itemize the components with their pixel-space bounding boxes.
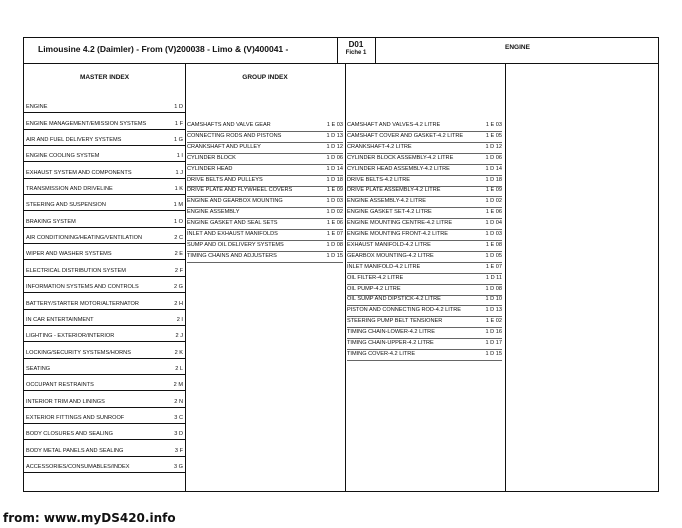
master-index-label: BATTERY/STARTER MOTOR/ALTERNATOR (26, 300, 139, 307)
entry-underline (187, 262, 343, 263)
group-entry[interactable] (187, 177, 343, 187)
sub-group-entry-label: ENGINE GASKET SET-4.2 LITRE (347, 209, 432, 216)
master-index-item[interactable] (24, 457, 185, 473)
master-index-item[interactable] (24, 130, 185, 146)
sub-group-entry[interactable] (347, 187, 502, 197)
sub-group-entry[interactable] (347, 209, 502, 219)
group-entry-code: 1 D 08 (326, 241, 343, 248)
entry-underline (347, 240, 502, 241)
master-index-label: SEATING (26, 365, 51, 372)
master-index-label: LIGHTING - EXTERIOR/INTERIOR (26, 333, 115, 340)
header-divider (24, 63, 658, 64)
sub-group-entry[interactable] (347, 264, 502, 274)
entry-underline (187, 153, 343, 154)
group-entry-code: 1 D 14 (326, 165, 343, 172)
group-entry-code: 1 D 15 (326, 252, 343, 259)
master-index-code: 1 G (173, 137, 183, 144)
group-entry-label: ENGINE GASKET AND SEAL SETS (187, 220, 278, 227)
master-index-item[interactable] (24, 391, 185, 407)
group-entry-code: 1 E 07 (326, 231, 343, 237)
sub-group-entry-label: CYLINDER BLOCK ASSEMBLY-4.2 LITRE (347, 154, 454, 161)
group-entry-label: ENGINE AND GEARBOX MOUNTING (187, 198, 283, 205)
header-divider-v1 (337, 38, 338, 63)
sub-group-entry-label: TIMING CHAIN-LOWER-4.2 LITRE (347, 329, 435, 336)
sub-group-entry-label: INLET MANIFOLD-4.2 LITRE (347, 263, 421, 270)
group-entry-code: 1 D 18 (326, 176, 343, 183)
group-entry-code: 1 D 02 (326, 209, 343, 216)
sub-group-entry-label: CRANKSHAFT-4.2 LITRE (347, 143, 412, 150)
master-index-label: ENGINE (26, 104, 48, 111)
group-entry[interactable] (187, 220, 343, 230)
master-index-item[interactable] (24, 342, 185, 358)
sub-group-entry[interactable] (347, 275, 502, 285)
master-index-label: EXTERIOR FITTINGS AND SUNROOF (26, 414, 125, 421)
group-entry[interactable] (187, 166, 343, 176)
sub-group-entry[interactable] (347, 177, 502, 187)
master-index-item[interactable] (24, 244, 185, 260)
sub-group-entry-code: 1 E 09 (485, 187, 502, 194)
entry-underline (347, 262, 502, 263)
master-index-item[interactable] (24, 359, 185, 375)
master-index-code: 2 K (174, 349, 183, 356)
group-entry[interactable] (187, 231, 343, 241)
column-divider-1 (185, 63, 186, 491)
master-index-code: 1 J (175, 169, 183, 176)
master-index-label: ENGINE MANAGEMENT/EMISSION SYSTEMS (26, 120, 147, 127)
source-footer: from: www.myDS420.info (3, 511, 176, 525)
sub-group-entry-label: DRIVE PLATE ASSEMBLY-4.2 LITRE (347, 187, 441, 194)
entry-underline (187, 142, 343, 143)
section-title: ENGINE (505, 44, 530, 51)
sub-group-entry[interactable] (347, 122, 502, 132)
master-index-label: ELECTRICAL DISTRIBUTION SYSTEM (26, 267, 126, 274)
master-index-code: 1 M (173, 202, 183, 209)
group-index-heading: GROUP INDEX (242, 74, 288, 81)
group-entry[interactable] (187, 209, 343, 219)
sub-group-entry[interactable] (347, 253, 502, 263)
entry-underline (187, 196, 343, 197)
entry-underline (187, 218, 343, 219)
entry-underline (347, 295, 502, 296)
entry-underline (347, 175, 502, 176)
master-index-code: 2 M (173, 382, 183, 389)
sub-group-entry-code: 1 D 17 (485, 340, 502, 346)
sub-group-entry-code: 1 D 18 (485, 176, 502, 183)
group-entry-label: CONNECTING RODS AND PISTONS (187, 132, 282, 139)
sub-group-entry-code: 1 D 10 (485, 296, 502, 303)
entry-underline (347, 186, 502, 187)
sub-group-entry-code: 1 D 06 (485, 154, 502, 161)
master-index-code: 2 N (174, 398, 183, 405)
master-index-code: 1 I (176, 153, 183, 160)
fiche-code (337, 40, 375, 58)
master-index-code: 1 K (174, 186, 183, 193)
entry-underline (347, 360, 502, 361)
sub-group-entry[interactable] (347, 296, 502, 306)
master-index-code: 2 L (175, 365, 183, 372)
entry-underline (347, 327, 502, 328)
group-entry-code: 1 D 06 (326, 154, 343, 161)
master-index-item[interactable] (24, 97, 185, 113)
entry-underline (347, 164, 502, 165)
sub-group-entry[interactable] (347, 307, 502, 317)
master-index-item[interactable] (24, 424, 185, 440)
master-index-code: 2 I (176, 316, 183, 323)
master-index-item[interactable] (24, 293, 185, 309)
master-index-label: IN CAR ENTERTAINMENT (26, 316, 94, 323)
sub-group-entry-code: 1 D 12 (485, 143, 502, 150)
group-entry[interactable] (187, 144, 343, 154)
sub-group-entry-label: PISTON AND CONNECTING ROD-4.2 LITRE (347, 307, 461, 314)
group-entry-label: ENGINE ASSEMBLY (187, 209, 240, 216)
sub-group-entry-label: OIL FILTER-4.2 LITRE (347, 274, 404, 281)
sub-group-entry[interactable] (347, 155, 502, 165)
master-index-item[interactable] (24, 179, 185, 195)
master-index-item[interactable] (24, 228, 185, 244)
group-entry-code: 1 D 13 (326, 132, 343, 139)
fiche-code-main: D01 (348, 40, 364, 49)
master-index-label: BRAKING SYSTEM (26, 218, 76, 225)
master-index-code: 2 H (174, 300, 183, 307)
master-index-label: WIPER AND WASHER SYSTEMS (26, 251, 112, 258)
master-index-item[interactable] (24, 375, 185, 391)
master-index-item[interactable] (24, 277, 185, 293)
entry-underline (347, 338, 502, 339)
master-index-item[interactable] (24, 195, 185, 211)
master-index-code: 1 D (174, 104, 183, 111)
sub-group-entry-code: 1 E 03 (485, 122, 502, 128)
sub-group-entry-label: ENGINE ASSEMBLY-4.2 LITRE (347, 198, 426, 205)
group-entry-code: 1 E 09 (326, 187, 343, 194)
sub-group-entry-code: 1 D 14 (485, 165, 502, 172)
master-index-label: BODY METAL PANELS AND SEALING (26, 447, 124, 454)
master-index-item[interactable] (24, 326, 185, 342)
master-index-code: 2 J (175, 333, 183, 340)
entry-underline (347, 349, 502, 350)
column-divider-2 (345, 63, 346, 491)
entry-underline (347, 153, 502, 154)
sub-group-entry-label: CAMSHAFT AND VALVES-4.2 LITRE (347, 122, 441, 128)
group-entry-label: CAMSHAFTS AND VALVE GEAR (187, 122, 271, 128)
master-index-label: ENGINE COOLING SYSTEM (26, 153, 100, 160)
entry-underline (187, 175, 343, 176)
sub-group-entry-code: 1 D 16 (485, 329, 502, 336)
master-index-code: 3 F (174, 447, 183, 454)
sub-group-entry[interactable] (347, 351, 502, 361)
sub-group-entry-label: TIMING CHAIN-UPPER-4.2 LITRE (347, 340, 434, 346)
group-entry-code: 1 D 12 (326, 143, 343, 150)
master-index-item[interactable] (24, 146, 185, 162)
entry-underline (347, 131, 502, 132)
master-index-code: 2 G (173, 284, 183, 291)
master-index-label: BODY CLOSURES AND SEALING (26, 431, 113, 438)
sub-group-entry[interactable] (347, 242, 502, 252)
sub-group-entry[interactable] (347, 144, 502, 154)
master-index-label: LOCKING/SECURITY SYSTEMS/HORNS (26, 349, 131, 356)
master-index-code: 1 F (174, 120, 183, 127)
sub-group-entry-code: 1 D 03 (485, 231, 502, 237)
master-index-code: 2 F (174, 267, 183, 274)
group-entry-label: CYLINDER HEAD (187, 165, 233, 172)
sub-group-entry-code: 1 D 02 (485, 198, 502, 205)
master-index-item[interactable] (24, 408, 185, 424)
sub-group-entry-label: STEERING PUMP BELT TENSIONER (347, 318, 443, 325)
group-entry[interactable] (187, 155, 343, 165)
master-index-item[interactable] (24, 261, 185, 277)
master-index-label: AIR AND FUEL DELIVERY SYSTEMS (26, 137, 122, 144)
master-index-code: 3 G (173, 464, 183, 471)
sub-group-entry-code: 1 E 08 (485, 241, 502, 248)
master-index-label: TRANSMISSION AND DRIVELINE (26, 186, 113, 193)
group-entry[interactable] (187, 133, 343, 143)
master-index-item[interactable] (24, 310, 185, 326)
group-entry-label: TIMING CHAINS AND ADJUSTERS (187, 252, 277, 259)
sub-group-entry[interactable] (347, 133, 502, 143)
group-entry[interactable] (187, 187, 343, 197)
sub-group-entry-label: OIL PUMP-4.2 LITRE (347, 285, 401, 292)
sub-group-entry-code: 1 E 07 (485, 263, 502, 270)
group-entry-label: CRANKSHAFT AND PULLEY (187, 143, 261, 150)
entry-underline (347, 316, 502, 317)
entry-underline (347, 218, 502, 219)
group-entry[interactable] (187, 253, 343, 263)
master-index-code: 1 O (173, 218, 183, 225)
master-index-label: OCCUPANT RESTRAINTS (26, 382, 94, 389)
master-index-label: ACCESSORIES/CONSUMABLES/INDEX (26, 464, 130, 471)
entry-underline (187, 207, 343, 208)
entry-underline (347, 229, 502, 230)
sub-group-entry-code: 1 D 15 (485, 350, 502, 357)
entry-underline (347, 196, 502, 197)
sub-group-entry-label: ENGINE MOUNTING FRONT-4.2 LITRE (347, 231, 449, 237)
entry-underline (187, 186, 343, 187)
sub-group-entry-code: 1 D 08 (485, 285, 502, 292)
group-entry[interactable] (187, 242, 343, 252)
entry-underline (347, 305, 502, 306)
sub-group-entry[interactable] (347, 329, 502, 339)
master-index-label: INFORMATION SYSTEMS AND CONTROLS (26, 284, 139, 291)
group-entry[interactable] (187, 198, 343, 208)
entry-underline (347, 142, 502, 143)
fiche-number: Fiche 1 (345, 50, 367, 56)
group-entry-label: CYLINDER BLOCK (187, 154, 236, 161)
sub-group-entry-label: GEARBOX MOUNTING-4.2 LITRE (347, 252, 434, 259)
master-index-label: AIR CONDITIONING/HEATING/VENTILATION (26, 235, 143, 242)
master-index-item[interactable] (24, 162, 185, 178)
sub-group-entry[interactable] (347, 318, 502, 328)
sub-group-entry-label: EXHAUST MANIFOLD-4.2 LITRE (347, 241, 431, 248)
header-divider-v2 (375, 38, 376, 63)
master-index-label: EXHAUST SYSTEM AND COMPONENTS (26, 169, 132, 176)
entry-underline (347, 207, 502, 208)
entry-underline (347, 284, 502, 285)
parts-fiche-sheet (23, 37, 659, 492)
master-index-label: INTERIOR TRIM AND LININGS (26, 398, 105, 405)
sub-group-entry[interactable] (347, 166, 502, 176)
sub-group-entry-code: 1 D 05 (485, 252, 502, 259)
entry-underline (187, 240, 343, 241)
sub-group-entry-label: CAMSHAFT COVER AND GASKET-4.2 LITRE (347, 132, 464, 139)
group-entry-label: INLET AND EXHAUST MANIFOLDS (187, 231, 278, 237)
sub-group-entry-label: CYLINDER HEAD ASSEMBLY-4.2 LITRE (347, 165, 450, 172)
column-divider-3 (505, 63, 506, 491)
sub-group-entry-label: ENGINE MOUNTING CENTRE-4.2 LITRE (347, 220, 453, 227)
sub-group-entry-code: 1 E 05 (485, 132, 502, 139)
entry-underline (347, 273, 502, 274)
group-entry-label: DRIVE PLATE AND FLYWHEEL COVERS (187, 187, 293, 194)
master-index-code: 3 D (174, 431, 183, 438)
master-index-heading: MASTER INDEX (79, 74, 130, 81)
sub-group-entry[interactable] (347, 220, 502, 230)
master-index-item[interactable] (24, 113, 185, 129)
master-index-code: 3 C (174, 414, 183, 421)
sub-group-entry-code: 1 E 02 (485, 318, 502, 325)
page-title: Limousine 4.2 (Daimler) - From (V)200038 - Limo & (V)400041 - (38, 44, 289, 54)
sub-group-entry-code: 1 D 13 (485, 307, 502, 314)
master-index-item[interactable] (24, 440, 185, 456)
sub-group-entry[interactable] (347, 286, 502, 296)
sub-group-entry-code: 1 D 04 (485, 220, 502, 227)
group-entry-code: 1 D 03 (326, 198, 343, 205)
master-index-code: 2 E (174, 251, 183, 258)
sub-group-entry-label: DRIVE BELTS-4.2 LITRE (347, 176, 411, 183)
sub-group-entry[interactable] (347, 231, 502, 241)
sub-group-entry-code: 1 D 11 (485, 274, 502, 281)
master-index-item[interactable] (24, 211, 185, 227)
group-entry-code: 1 E 03 (326, 122, 343, 128)
sub-group-entry-label: TIMING COVER-4.2 LITRE (347, 350, 416, 357)
entry-underline (347, 251, 502, 252)
group-entry-code: 1 E 06 (326, 220, 343, 227)
master-index-label: STEERING AND SUSPENSION (26, 202, 106, 209)
sub-group-entry[interactable] (347, 198, 502, 208)
sub-group-entry[interactable] (347, 340, 502, 350)
group-entry-label: DRIVE BELTS AND PULLEYS (187, 176, 263, 183)
entry-underline (187, 131, 343, 132)
sub-group-entry-label: OIL SUMP AND DIPSTICK-4.2 LITRE (347, 296, 441, 303)
master-index-code: 2 C (174, 235, 183, 242)
entry-underline (187, 229, 343, 230)
entry-underline (187, 164, 343, 165)
sub-group-entry-code: 1 E 06 (485, 209, 502, 216)
group-entry[interactable] (187, 122, 343, 132)
entry-underline (187, 251, 343, 252)
group-entry-label: SUMP AND OIL DELIVERY SYSTEMS (187, 241, 284, 248)
